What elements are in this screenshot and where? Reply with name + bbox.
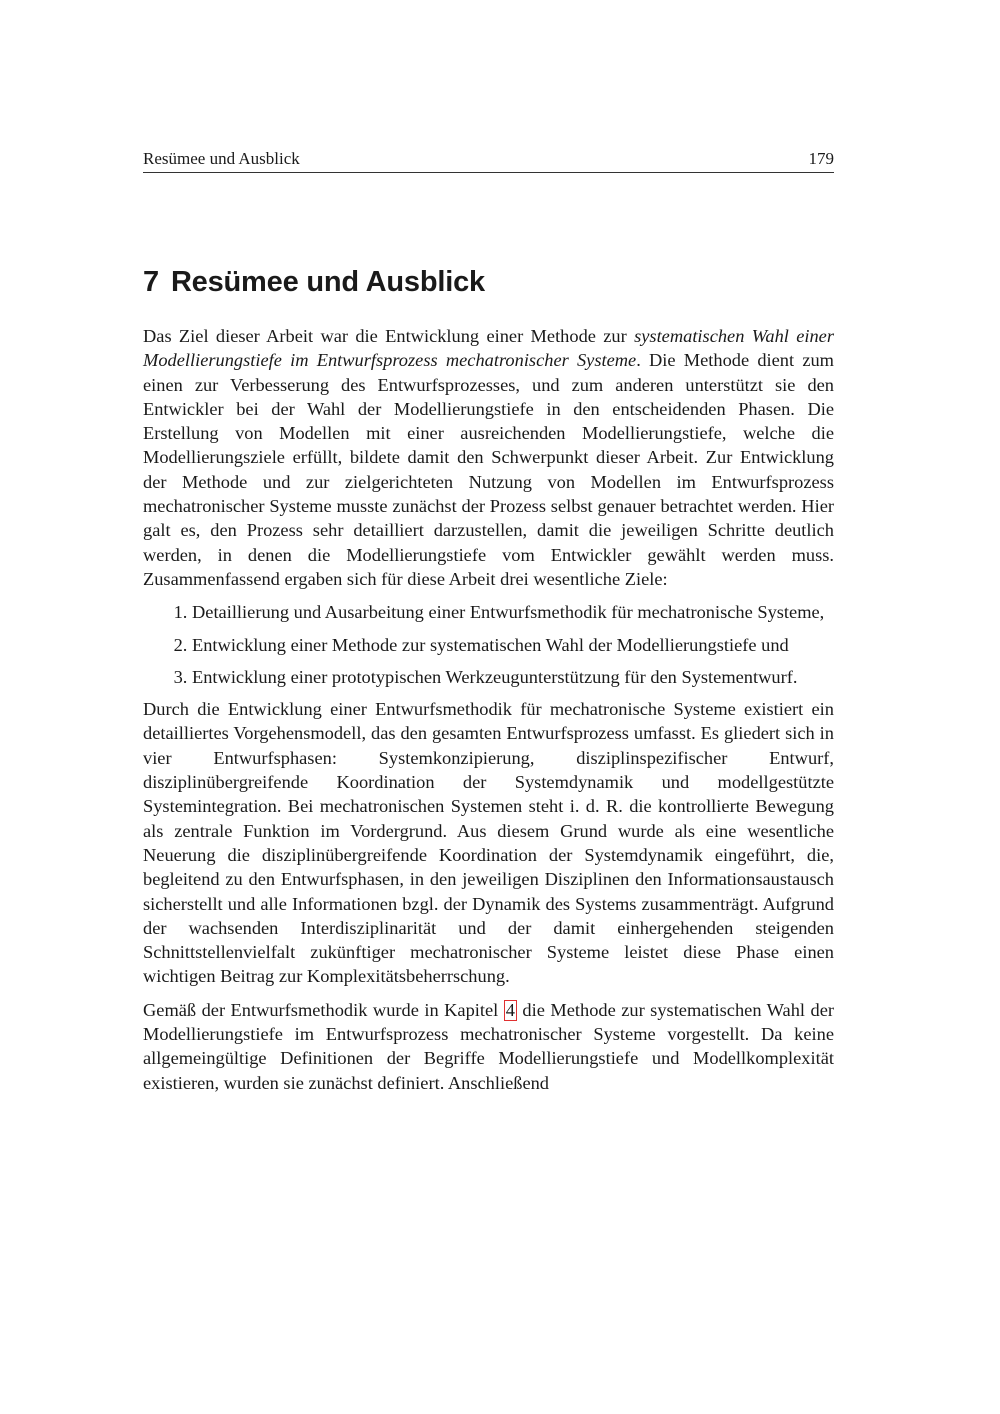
paragraph-intro-emphasis: systematischen Wahl einer Modellierungstiefe im Entwurfsprozess mechatronischer Systeme: [143, 326, 835, 371]
body-text: [143, 324, 834, 1104]
goals-list: [143, 600, 834, 689]
goals-list-item: 3. Entwicklung einer prototypischen Werkzeugunterstützung für den Systementwurf.: [192, 665, 834, 689]
paragraph-method-summary-rest: die Methode zur systematischen Wahl der Modellierungstiefe im Entwurfsprozess mechatronischer Systeme vorgestellt. Da keine allgemeingültige Definitionen der Begriffe Modellierungstiefe und Modellkomplexität existieren, wurden sie zunächst definiert. Anschließend: [143, 999, 834, 1093]
chapter-title: Resümee und Ausblick: [170, 266, 485, 298]
page-number: 179: [808, 149, 834, 168]
running-header: [143, 148, 834, 173]
chapter-cross-reference-link[interactable]: 4: [505, 999, 515, 1020]
running-header-title: Resümee und Ausblick: [143, 149, 300, 168]
paragraph-intro-rest: . Die Methode dient zum einen zur Verbesserung des Entwurfsprozesses, und zum anderen unterstützt sie den Entwickler bei der Wahl der Modellierungstiefe in den entscheidenden Phasen. Die Erstellung von Modellen mit einer ausreichenden Modellierungstiefe, welche die Modellierungsziele erfüllt, bildete damit den Schwerpunkt dieser Arbeit. Zur Entwicklung der Methode und zur zielgerichteten Nutzung von Modellen im Entwurfsprozess mechatronischer Systeme musste zunächst der Prozess selbst genauer betrachtet werden. Hier galt es, den Prozess sehr detailliert darzustellen, damit die jeweiligen Schritte deutlich werden, in denen die Modellierungstiefe vom Entwickler gewählt werden muss. Zusammenfassend ergaben sich für diese Arbeit drei wesentliche Ziele:: [143, 350, 834, 589]
chapter-heading: [143, 266, 485, 299]
paragraph-intro-start: Das Ziel dieser Arbeit war die Entwicklung einer Methode zur: [143, 326, 635, 346]
paragraph-method-summary-start: Gemäß der Entwurfsmethodik wurde in Kapitel: [143, 999, 504, 1020]
chapter-number: 7: [143, 266, 159, 298]
goals-list-item: 2. Entwicklung einer Methode zur systematischen Wahl der Modellierungstiefe und: [192, 633, 834, 657]
goals-list-item: 1. Detaillierung und Ausarbeitung einer Entwurfsmethodik für mechatronische Systeme,: [192, 600, 834, 624]
paragraph-method-summary: [143, 998, 834, 1095]
paragraph-intro: [143, 324, 834, 591]
paragraph-methodology: Durch die Entwicklung einer Entwurfsmethodik für mechatronische Systeme existiert ein detailliertes Vorgehensmodell, das den gesamten Entwurfsprozess umfasst. Es gliedert sich in vier Entwurfsphasen: Systemkonzipierung, disziplinspezifischer Entwurf, disziplinübergreifende Koordination der Systemdynamik und modellgestützte Systemintegration. Bei mechatronischen Systemen steht i. d. R. die kontrollierte Bewegung als zentrale Funktion im Vordergrund. Aus diesem Grund wurde als eine wesentliche Neuerung die disziplinübergreifende Koordination der Systemdynamik eingeführt, die, begleitend zu den Entwurfsphasen, in den jeweiligen Disziplinen den Informationsaustausch sicherstellt und alle Informationen bzgl. der Dynamik des Systems zusammenträgt. Aufgrund der wachsenden Interdisziplinarität und der damit einhergehenden steigenden Schnittstellenvielfalt zukünftiger mechatronischer Systeme leistet diese Phase einen wichtigen Beitrag zur Komplexitätsbeherrschung.: [143, 699, 834, 987]
